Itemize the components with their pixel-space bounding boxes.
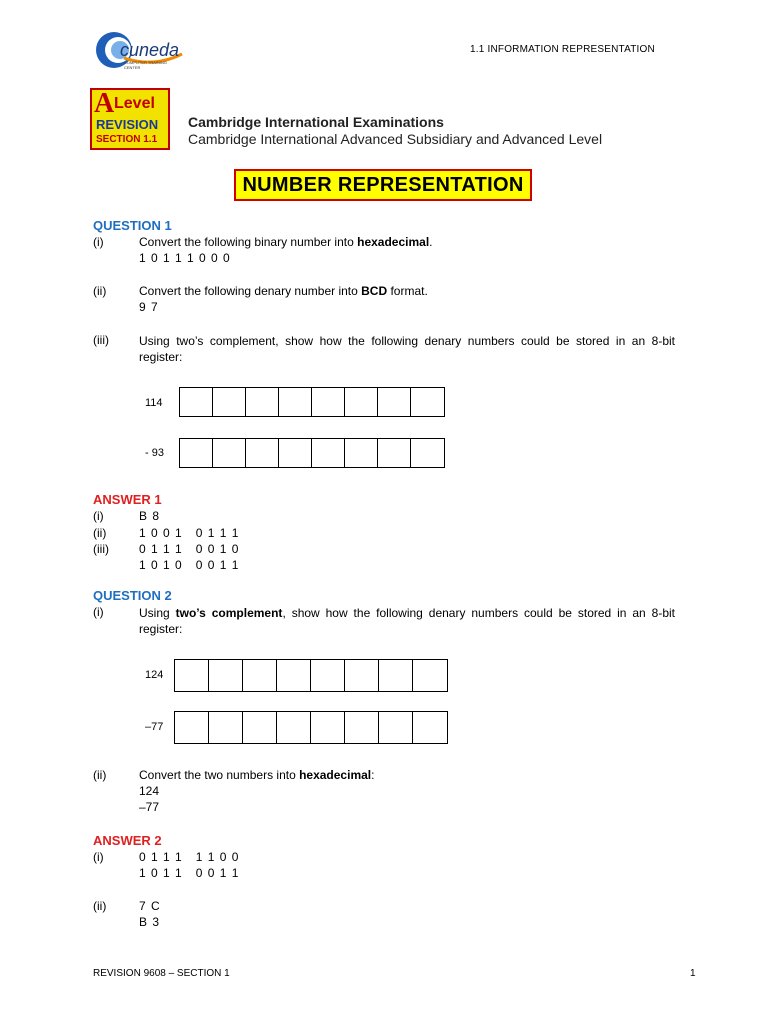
q1-part-ii-label: (ii) — [93, 284, 107, 298]
a2-value-ii: 1 0 1 1 0 0 1 1 — [139, 866, 240, 880]
bit-cell — [180, 439, 213, 467]
q2-part-ii-label: (ii) — [93, 768, 107, 782]
a1-label-i: (i) — [93, 509, 104, 523]
a1-label-iii: (iii) — [93, 542, 109, 556]
bit-cell — [411, 439, 444, 467]
q2-register-label-1: 124 — [145, 669, 164, 681]
exam-board-line2: Cambridge International Advanced Subsidiary and Advanced Level — [188, 131, 603, 147]
q1-part-ii-bold: BCD — [361, 284, 388, 298]
q2-part-ii-post: : — [371, 768, 375, 782]
bit-cell — [345, 660, 379, 691]
bit-cell — [175, 660, 209, 691]
bit-cell — [378, 388, 411, 416]
badge-revision: REVISION — [96, 117, 159, 132]
bit-cell — [413, 712, 447, 743]
badge-level: Level — [114, 95, 155, 112]
bit-cell — [277, 712, 311, 743]
bit-cell — [243, 660, 277, 691]
q2-part-i-post: , show how the following denary numbers could be stored in an 8-bit register: — [139, 606, 675, 636]
q1-register-1 — [179, 387, 445, 417]
page-title: NUMBER REPRESENTATION — [234, 169, 532, 201]
bit-cell — [243, 712, 277, 743]
q1-register-label-1: 114 — [145, 397, 163, 409]
a2-label-i: (i) — [93, 850, 104, 864]
a1-label-ii: (ii) — [93, 526, 107, 540]
bit-cell — [345, 439, 378, 467]
cuneda-logo — [94, 28, 184, 74]
bit-cell — [311, 660, 345, 691]
a-level-revision-badge — [90, 88, 170, 150]
a2-value-iii: 7 C — [139, 899, 161, 913]
q1-register-2 — [179, 438, 445, 468]
bit-cell — [180, 388, 213, 416]
bit-cell — [209, 712, 243, 743]
bit-cell — [246, 439, 279, 467]
q1-part-i-bold: hexadecimal — [357, 235, 430, 249]
q2-part-ii-bold: hexadecimal — [299, 768, 372, 782]
q2-part-ii-value-2: –77 — [139, 800, 160, 814]
bit-cell — [277, 660, 311, 691]
q1-part-ii-text — [139, 284, 428, 298]
question1-heading: QUESTION 1 — [93, 218, 172, 233]
question2-heading: QUESTION 2 — [93, 588, 172, 603]
q2-register-1 — [174, 659, 448, 692]
a2-value-i: 0 1 1 1 1 1 0 0 — [139, 850, 240, 864]
q2-part-ii-value-1: 124 — [139, 784, 160, 798]
answer2-heading: ANSWER 2 — [93, 833, 162, 848]
footer-left: REVISION 9608 – SECTION 1 — [93, 968, 230, 979]
answer1-heading: ANSWER 1 — [93, 492, 162, 507]
bit-cell — [345, 388, 378, 416]
a2-label-ii: (ii) — [93, 899, 107, 913]
q2-part-ii-text — [139, 768, 374, 782]
bit-cell — [213, 439, 246, 467]
logo-subtext: COMPUTER TRAINING CENTER — [124, 60, 168, 70]
bit-cell — [413, 660, 447, 691]
section-reference: 1.1 INFORMATION REPRESENTATION — [470, 44, 655, 55]
badge-letter: A — [94, 88, 115, 119]
q2-part-ii-pre: Convert the two numbers into — [139, 768, 300, 782]
bit-cell — [312, 388, 345, 416]
q2-part-i-bold: two’s complement — [175, 606, 283, 620]
bit-cell — [175, 712, 209, 743]
bit-cell — [279, 388, 312, 416]
bit-cell — [209, 660, 243, 691]
q2-part-i-pre: Using — [139, 606, 176, 620]
bit-cell — [279, 439, 312, 467]
bit-cell — [411, 388, 444, 416]
a1-value-iii: 0 1 1 1 0 0 1 0 — [139, 542, 240, 556]
q1-part-ii-pre: Convert the following denary number into — [139, 284, 362, 298]
bit-cell — [213, 388, 246, 416]
a1-value-iv: 1 0 1 0 0 0 1 1 — [139, 558, 240, 572]
a1-value-i: B 8 — [139, 509, 161, 523]
q2-part-i-text — [139, 605, 675, 637]
bit-cell — [312, 439, 345, 467]
bit-cell — [379, 660, 413, 691]
bit-cell — [379, 712, 413, 743]
q1-part-i-text — [139, 235, 433, 249]
exam-board-line1: Cambridge International Examinations — [188, 114, 444, 130]
bit-cell — [311, 712, 345, 743]
q1-part-i-post: . — [429, 235, 433, 249]
a1-value-ii: 1 0 0 1 0 1 1 1 — [139, 526, 240, 540]
logo-text: cuneda — [120, 40, 180, 60]
q1-part-iii-label: (iii) — [93, 333, 109, 347]
page-number: 1 — [690, 968, 696, 979]
q2-register-2 — [174, 711, 448, 744]
q2-part-i-label: (i) — [93, 605, 104, 619]
q1-part-iii-text: Using two’s complement, show how the following denary numbers could be stored in an 8-bit register: — [139, 334, 675, 364]
q2-register-label-2: –77 — [145, 721, 164, 733]
q1-part-i-label: (i) — [93, 235, 104, 249]
badge-section: SECTION 1.1 — [96, 134, 158, 145]
q1-register-label-2: - 93 — [145, 447, 164, 459]
bit-cell — [246, 388, 279, 416]
bit-cell — [378, 439, 411, 467]
q1-part-ii-post: format. — [387, 284, 428, 298]
a2-value-iv: B 3 — [139, 915, 161, 929]
q1-part-i-value: 1 0 1 1 1 0 0 0 — [139, 251, 231, 265]
q1-part-ii-value: 9 7 — [139, 300, 159, 314]
bit-cell — [345, 712, 379, 743]
q1-part-i-pre: Convert the following binary number into — [139, 235, 358, 249]
